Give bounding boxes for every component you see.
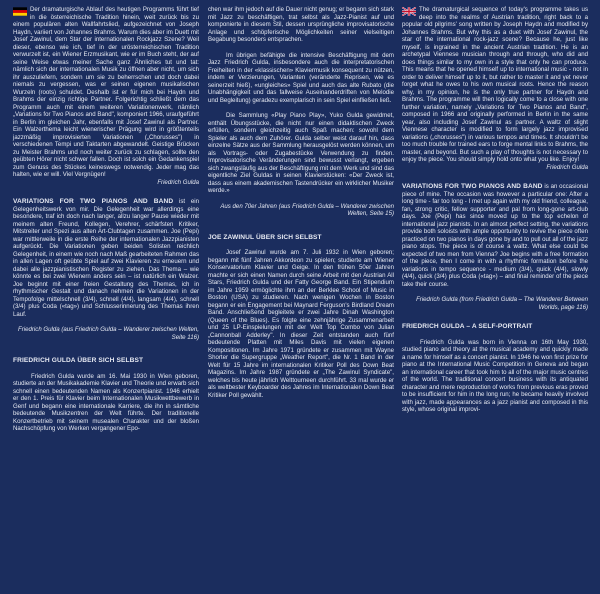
german-continued-text: chen war ihm jedoch auf die Dauer nicht genug; er begann sich stark mit Jazz zu beschäftigen, trat selbst als Jazz-Pianist auf und komponierte in diesem Stil, dessen ursprüngliche improvisatorische Anlage und schöpferische Möglichkeiten seiner vielseitigen Begabung besonders entsprachen. xyxy=(208,6,394,43)
uk-flag-icon xyxy=(402,7,416,16)
german-intro xyxy=(13,6,199,179)
english-intro-text: The dramaturgical sequence of today's programme takes us deep into the realms of Austrian tradition, right back to a popular old pilgrims' song written by Joseph Haydn and modified by Johannes Brahms. But why this as a duet with Josef Zawinul, the star of the international rock-jazz scene? Because he, just like myself, is ingrained in the ancient Austrian tradition. He is an archetypal Viennese musician through and through, who did and does things similar to my own in a style that only he can produce. This means that he opened himself up to international music - not in order to deliver himself up to it, but rather to master it and yet never forget what he owes to his own musical roots. Hence the reason why, in my opinion, he is the only true partner for Haydn and Brahms. The programme will then logically come to a close with one further variation, namely „Variations for Two Pianos and Band", composed in 1966 and originally performed in Berlin in the same year, also including Josef Zawinul as partner. A waltz of slight Viennese character is modified to form largely jazz improvised variations („chorusses") in various tempos and times. It shouldn't be too much trouble for trained ears to forge mental links to Brahms, the master, and beyond. But such a play of thoughts is not necessary to enjoy the piece. You should simply hold onto what you like. Enjoy! xyxy=(402,6,588,163)
english-variations-source: Friedrich Gulda (from Friedrich Gulda – The Wanderer Between Worlds, page 116) xyxy=(416,296,588,311)
german-paragraph-jazz: Im übrigen befähigte die intensive Beschäftigung mit dem Jazz Friedrich Gulda, insbesondere auch die interpretatorischen Freiheiten in der «klassischen» Klaviermusik konsequent zu nützen, indem er Verzierungen, Varianten (veränderte Reprisen, wie es seinerzeit hieß), «ungleiches» Spiel und auch das alte Rubato (die Unabhängigkeit und das fallweise Auseinanderdriften von Melodie und Begleitung) geradezu exemplarisch in sein Spiel einfließen ließ. xyxy=(208,51,394,104)
english-gulda-text: Friedrich Gulda was born in Vienna on 16th May 1930, studied piano and theory at the musical academy and quickly made a name for himself as a concert pianist. In 1946 he won first prize for piano at the International Music Competition in Geneva and began an international career that took him to all of the major music centres of the world. The traditional concert business with its antiquated character and mere reproduction of works from previous eras proved to be insufficient for him in the long run; he became heavily involved with jazz, made appearances as a jazz pianist and composed in this style, whose original improvi- xyxy=(402,338,588,413)
german-variations-paragraph xyxy=(13,198,199,318)
german-column xyxy=(13,6,199,588)
english-intro xyxy=(402,6,588,164)
german-zawinul-text: Josef Zawinul wurde am 7. Juli 1932 in Wien geboren; begann mit fünf Jahren Akkordeon zu spielen; studierte am Wiener Konservatorium Klavier und Geige. In den frühen 50er Jahren machte er sich einen Namen durch seine Arbeit mit den Austrian All Stars, Friedrich Gulda und der Fatty George Band. Ein Stipendium im Jahre 1959 ermöglichte ihm an der Berklee School of Music in Boston (USA) zu studieren. Nach wenigen Wochen in Boston begann er ein Engagement bei Maynard Ferguson's Birdland Dream Band. Anschließend begleitete er zwei Jahre Dinah Washington (Queen of the Blues). Es folgte eine zehnjährige Zusammenarbeit und 25 LP-Einspielungen mit der Welt Top Combo von Julian „Cannonball Adderley". In dieser Zeit entstanden auch fünf bedeutende Platten mit Miles Davis mit vielen eigenen Kompositionen. Im Jahre 1971 gründete er zusammen mit Wayne Shorter die Supergruppe „Weather Report", die Nr. 1 Band in der Welt für 15 Jahre im internationalen Kritiker Poll des Down Beat Magazins. Im Jahre 1987 gründete er „The Zawinul Syndicate", welches bis heute jährlich Welttourneen durchführt. 33 mal wurde er als weltbester Keyboarder des Jahres im Internationalen Down Beat Kritiker Poll gewählt. xyxy=(208,249,394,399)
german-column-continued xyxy=(208,6,394,588)
english-variations-paragraph xyxy=(402,183,588,288)
german-seventies-source: Aus den 70er Jahren (aus Friedrich Gulda – Wanderer zwischen Welten, Seite 15) xyxy=(220,202,394,217)
german-variations-text: ist ein Gelegenheitswerk von mir. Die Gelegenheit war allerdings eine besondere, traf ich doch nach langer, allzu langer Pause wieder mit meinem alten Freund, Kollegen, Verehrer, schärfsten Kritiker, Mitstreiter und Spezi aus alten Art-Clubtagen zusammen. Joe (Pepi) war mittlerweile in die erste Reihe der internationalen Jazzpianisten aufgerückt. Die Variationen geben beiden Solisten reichlich Gelegenheit, in einem wie noch nach Maß gearbeiteten Rahmen das in allen Lagen oft geübte Spiel auf zwei Klavieren zu erneuern und dabei alle jazzpianistischen Register zu ziehen. Das Thema – wie könnte es bei zwei Wienern anders sein – ist natürlich ein Walzer. Joe beginnt mit einer freien Gestaltung des Themas, ich in rhythmischer Gestalt und danach nehmen die Variationen in der Tempofolge mittelschnell (3/4), schnell (4/4), langsam (4/4), schnell (3/4) plus Coda («tag») und Schlusserinnerung des Themas ihren Lauf. xyxy=(13,198,199,318)
german-gulda-heading: FRIEDRICH GULDA ÜBER SICH SELBST xyxy=(13,357,144,364)
english-variations-heading: VARIATIONS FOR TWO PIANOS AND BAND xyxy=(402,183,543,190)
german-intro-signature: Friedrich Gulda xyxy=(157,178,199,186)
german-intro-text: Der dramaturgische Ablauf des heutigen Programms führt tief in die österreichische Tradition hinein, weit zurück bis zu einem populären alten Wallfahrtslied, aufgezeichnet von Joseph Haydn, variiert von Johannes Brahms. Warum dies aber im Duett mit Josef Zawinul, dem Star der internationalen Rockjazz Szene? Weil dieser, ebenso wie ich, tief in der urösterreichischen Tradition verwurzelt ist, ein Wiener Erzmusikant, wie er im Buch steht, der auf seine Weise etwas meiner Sache ganz Ähnliches tut und tat: nämlich sich der internationalen Musik zu öffnen aber nicht, um sich ihr auszuliefern, sondern um sie zu beherrschen und doch dabei niemals zu vergessen, was er seinen eigenen musikalischen Wurzeln (roots) schuldet. Deshalb ist er für mich bei Haydn und Brahms der einzig richtige Partner. Folgerichtig schließt dem das Programm auch mit einem weiteren Variationenwerk, nämlich „Variations for Two Pianos and Band", komponiert 1966, uraufgeführt in Berlin im gleichen Jahr, ebenfalls mit Josef Zawinul als Partner. Ein Walzerthema leicht wienerischer Prägung wird in größtenteils jazzmäßig improvisierten Variationen („Chorusses") in verschiedenen Tempi und Taktarten abgewandelt. Geistige Brücken zu Meister Brahms und noch weiter zurück zu schlagen, sollte den geübten Hörer nicht schwer fallen. Doch ist solch ein Gedankenspiel zum Genuss des Stückes keineswegs notwendig. Jeder mag das halten, wie er will. Viel Vergnügen! xyxy=(13,6,199,178)
english-variations-text: is an occasional piece of mine. The occasion was however a particular one: After a long time - far too long - I met up again with my old friend, colleague, fan, strong critic, fellow supporter and pal from long-gone art-club days. Joe (Pepi) has since moved up to the top echelon of international jazz pianists. In an almost perfect setting, the variations provide both soloists with ample opportunity to revive the piece often practiced on two pianos in days gone by and to pull out all of the jazz piano stops. The piece is of course a waltz. What else could be expected of two men from Vienna? Joe begins with a free formation of the piece, then I come in with a rhythmic formation before the variations in tempo sequence - medium (3/4), quick (4/4), slowly (4/4), quick (3/4) plus Coda («tag») – and final reminder of the piece take their course. xyxy=(402,183,588,288)
german-flag-icon xyxy=(13,7,27,16)
english-gulda-heading: FRIEDRICH GULDA – A SELF-PORTRAIT xyxy=(402,323,533,330)
german-zawinul-heading: JOE ZAWINUL ÜBER SICH SELBST xyxy=(208,233,322,241)
english-intro-signature: Friedrich Gulda xyxy=(546,163,588,171)
german-variations-source: Friedrich Gulda (aus Friedrich Gulda – Wanderer zwischen Welten, Seite 116) xyxy=(18,326,199,341)
german-variations-heading: VARIATIONS FOR TWO PIANOS AND BAND xyxy=(13,198,174,205)
german-gulda-text: Friedrich Gulda wurde am 16. Mai 1930 in Wien geboren, studierte an der Musikakademie Klavier und Theorie und erwarb sich schnell einen bedeutenden Namen als Konzertpianist. 1946 erhielt er den 1. Preis für Klavier beim Internationalen Musikwettbewerb in Genf und begann eine internationale Karriere, die ihn in sämtliche bedeutende Musikzentren der Welt führte. Der traditionelle Konzertbetrieb mit seinem musealen Charakter und der bloßen Nachschöpfung von Werken vergangener Epo- xyxy=(13,372,199,432)
german-paragraph-play-piano-play: Die Sammlung «Play Piano Play», Yuko Gulda gewidmet, enthält Übungsstücke, die nicht nur einen didaktischen Zweck erfüllen, sondern gleichzeitig auch Spaß machen: sowohl dem Spieler als auch dem Zuhörer. Gulda selber weist darauf hin, dass einzelne Sätze aus der Sammlung herausgelöst werden können, um als Vortrags- oder Zugabestücke Verwendung zu finden. Improvisatorische Veränderungen sind bewusst verlangt, ergeben sich zwangsläufig aus der Beschäftigung mit dem Werk und sind das eigentliche Ziel Guldas in seinen Klavierstücken: «Der Zweck ist, dass aus einem akademischen Tastendrücker ein wirklicher Musiker werde.» xyxy=(208,112,394,194)
english-column xyxy=(402,6,588,588)
